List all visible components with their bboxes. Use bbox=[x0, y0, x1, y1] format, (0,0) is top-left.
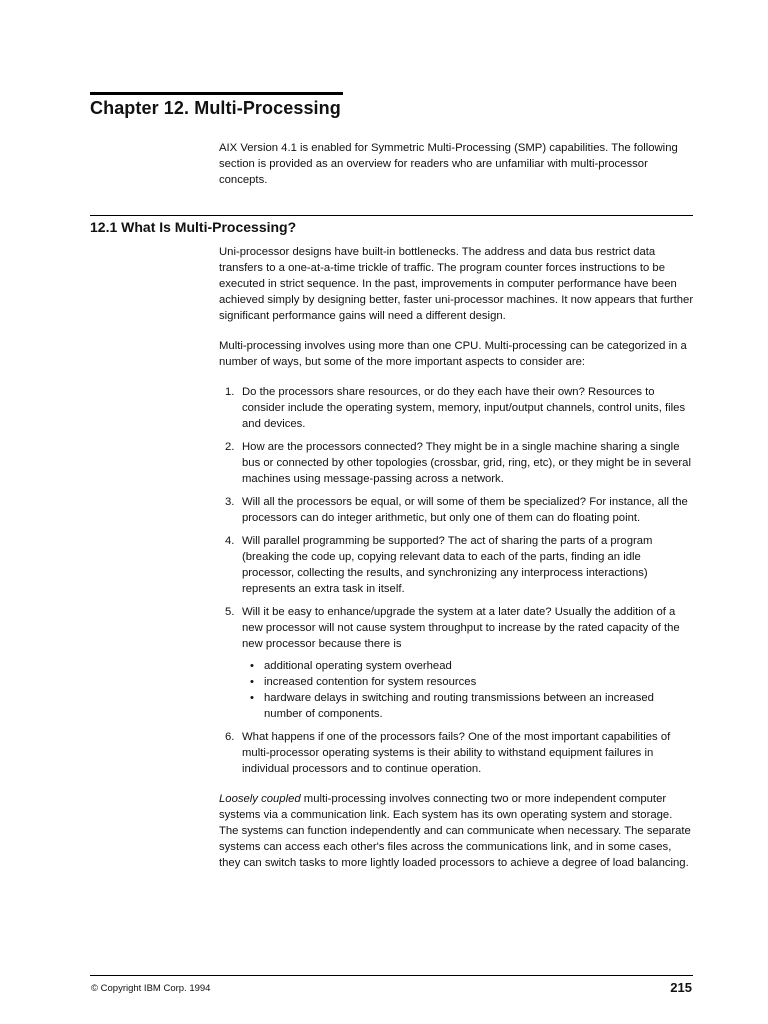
bullet-icon: • bbox=[250, 676, 254, 688]
list-item-number: 6. bbox=[225, 731, 235, 743]
list-item bbox=[219, 384, 694, 432]
chapter-rule bbox=[90, 92, 343, 95]
bullet-icon: • bbox=[250, 692, 254, 704]
list-item bbox=[219, 533, 694, 597]
list-item-text: Will parallel programming be supported? The act of sharing the parts of a program (breaking the code up, copying relevant data to each of the parts, finding an idle processor, collecting the results, and synchronizing any interprocess interactions) represents an extra task in itself. bbox=[242, 535, 653, 595]
loosely-coupled-text: multi-processing involves connecting two or more independent computer systems via a communication link. Each system has its own operating system and storage. The systems can function independently and can communicate when necessary. The separate systems can access each other's files across the communications link, and in some cases, they can switch tasks to more lightly loaded processors to achieve a degree of load balancing. bbox=[219, 793, 691, 869]
paragraph-bottlenecks: Uni-processor designs have built-in bottlenecks. The address and data bus restrict data transfers to a one-at-a-time trickle of traffic. The program counter forces instructions to be executed in strict sequence. In the past, improvements in computer performance have been achieved simply by designing better, faster uni-processor machines. It now appears that further significant performance gains will need a different design. bbox=[219, 246, 694, 322]
bullet-text: increased contention for system resources bbox=[264, 676, 477, 688]
list-item bbox=[219, 604, 694, 722]
loosely-coupled-term: Loosely coupled bbox=[219, 793, 301, 805]
list-item-text: What happens if one of the processors fails? One of the most important capabilities of multi-processor operating systems is their ability to withstand equipment failures in individual processors and to continue operation. bbox=[242, 731, 671, 775]
footer-rule bbox=[90, 975, 693, 976]
paragraph-multi-processing: Multi-processing involves using more than one CPU. Multi-processing can be categorized in a number of ways, but some of the more important aspects to consider are: bbox=[219, 340, 687, 368]
aspects-list bbox=[219, 384, 694, 777]
bullet-icon: • bbox=[250, 660, 254, 672]
list-item-text: Will it be easy to enhance/upgrade the system at a later date? Usually the addition of a new processor will not cause system throughput to increase by the rated capacity of the new processor because there is bbox=[242, 606, 680, 650]
list-item bbox=[219, 439, 694, 487]
bullet-text: hardware delays in switching and routing transmissions between an increased number of components. bbox=[264, 692, 654, 720]
list-item-number: 3. bbox=[225, 496, 235, 508]
chapter-title: Chapter 12. Multi-Processing bbox=[90, 98, 341, 118]
intro-paragraph: AIX Version 4.1 is enabled for Symmetric Multi-Processing (SMP) capabilities. The following section is provided as an overview for readers who are unfamiliar with multi-processor concepts. bbox=[219, 142, 678, 186]
list-item-text: Do the processors share resources, or do they each have their own? Resources to consider include the operating system, memory, input/output channels, control units, files and devices. bbox=[242, 386, 686, 430]
list-item bbox=[219, 494, 694, 526]
bullet-item bbox=[242, 658, 694, 674]
list-item-text: Will all the processors be equal, or will some of them be specialized? For instance, all the processors can do integer arithmetic, but only one of them can do floating point. bbox=[242, 496, 688, 524]
section-content bbox=[219, 244, 694, 885]
copyright-notice: © Copyright IBM Corp. 1994 bbox=[91, 983, 211, 994]
list-item bbox=[219, 729, 694, 777]
list-item-number: 4. bbox=[225, 535, 235, 547]
list-item-number: 1. bbox=[225, 386, 235, 398]
paragraph-loosely-coupled bbox=[219, 791, 694, 871]
list-item-number: 5. bbox=[225, 606, 235, 618]
section-title: 12.1 What Is Multi-Processing? bbox=[90, 219, 297, 235]
list-item-text: How are the processors connected? They might be in a single machine sharing a single bus or connected by other topologies (crossbar, grid, ring, etc), or they might be in several machines using message-passing across a network. bbox=[242, 441, 691, 485]
bullet-item bbox=[242, 690, 694, 722]
bullet-text: additional operating system overhead bbox=[264, 660, 452, 672]
section-rule bbox=[90, 215, 693, 216]
list-item-number: 2. bbox=[225, 441, 235, 453]
page-number: 215 bbox=[670, 980, 692, 995]
overhead-bullet-list bbox=[242, 658, 694, 722]
bullet-item bbox=[242, 674, 694, 690]
